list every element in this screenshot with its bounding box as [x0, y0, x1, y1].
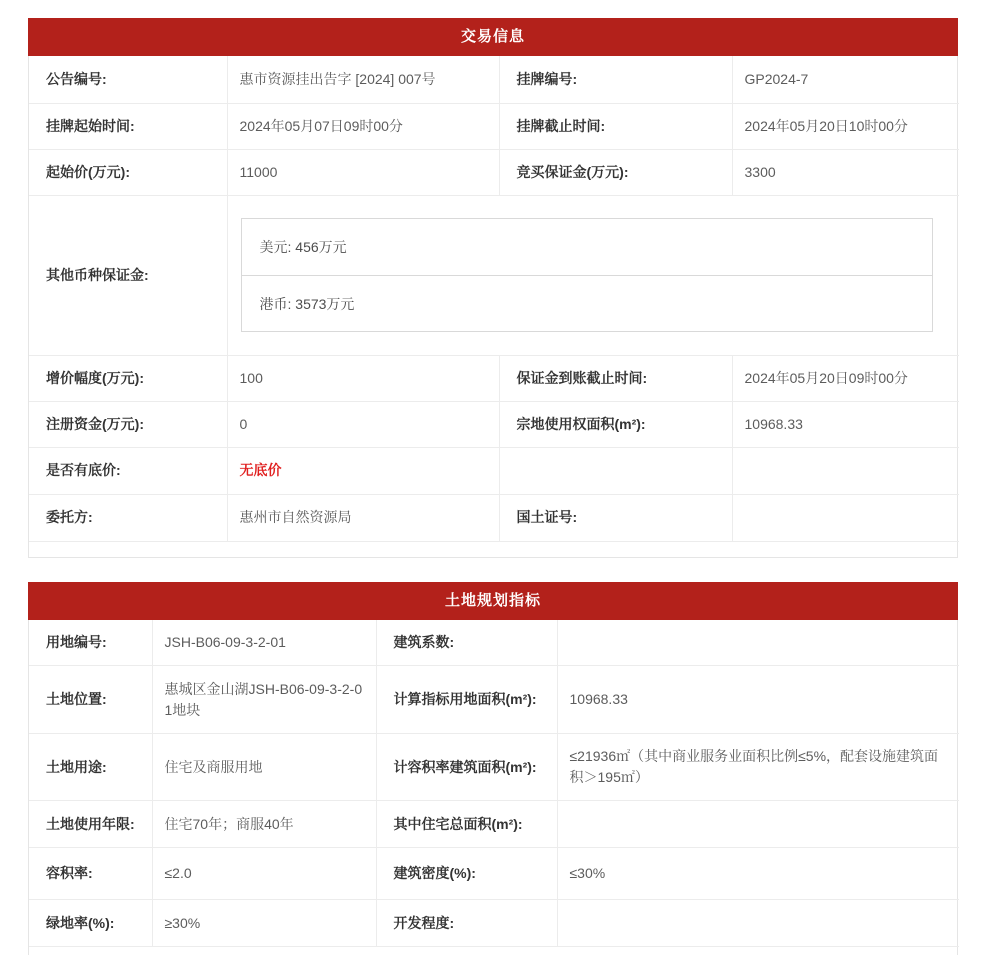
row-value — [557, 900, 959, 947]
transaction-section-title: 交易信息 — [28, 18, 958, 56]
row-label: 宗地使用权面积(m²): — [499, 401, 732, 447]
row-label: 国土证号: — [499, 494, 732, 541]
table-row — [29, 900, 959, 947]
row-value: 0 — [227, 401, 499, 447]
row-value: ≤30% — [557, 848, 959, 900]
table-row — [29, 494, 959, 541]
row-value — [732, 447, 959, 494]
planning-section-title: 土地规划指标 — [28, 582, 958, 620]
table-row — [29, 734, 959, 801]
row-value — [557, 801, 959, 848]
row-value — [227, 195, 959, 355]
other-currency-deposit-box — [241, 218, 934, 332]
table-row — [29, 666, 959, 734]
table-row — [29, 620, 959, 666]
row-label: 绿地率(%): — [29, 900, 152, 947]
row-label — [499, 447, 732, 494]
row-label: 挂牌编号: — [499, 56, 732, 103]
row-label: 挂牌截止时间: — [499, 103, 732, 149]
row-value: 10968.33 — [732, 401, 959, 447]
planning-table — [29, 620, 959, 948]
row-label: 开发程度: — [376, 900, 557, 947]
row-value: 11000 — [227, 149, 499, 195]
table-row — [29, 355, 959, 401]
row-value: 住宅及商服用地 — [152, 734, 376, 801]
row-label: 挂牌起始时间: — [29, 103, 227, 149]
transaction-info-card — [28, 18, 958, 558]
row-value: 2024年05月20日09时00分 — [732, 355, 959, 401]
hkd-deposit-item: 港币: 3573万元 — [242, 275, 933, 331]
row-value: 2024年05月07日09时00分 — [227, 103, 499, 149]
row-value — [732, 494, 959, 541]
row-value: ≥30% — [152, 900, 376, 947]
table-row — [29, 848, 959, 900]
row-value: 惠市资源挂出告字 [2024] 007号 — [227, 56, 499, 103]
row-label: 用地编号: — [29, 620, 152, 666]
row-value: 住宅70年；商服40年 — [152, 801, 376, 848]
table-row — [29, 801, 959, 848]
row-label: 竞买保证金(万元): — [499, 149, 732, 195]
row-label: 土地使用年限: — [29, 801, 152, 848]
row-label: 起始价(万元): — [29, 149, 227, 195]
row-label: 土地位置: — [29, 666, 152, 734]
planning-indicators-card — [28, 582, 958, 955]
row-value: 2024年05月20日10时00分 — [732, 103, 959, 149]
row-value: JSH-B06-09-3-2-01 — [152, 620, 376, 666]
row-label: 土地用途: — [29, 734, 152, 801]
row-label: 增价幅度(万元): — [29, 355, 227, 401]
row-label: 建筑密度(%): — [376, 848, 557, 900]
no-floor-price-value: 无底价 — [227, 447, 499, 494]
table-row — [29, 195, 959, 355]
usd-deposit-item: 美元: 456万元 — [259, 238, 347, 255]
row-label: 计容积率建筑面积(m²): — [376, 734, 557, 801]
row-label: 计算指标用地面积(m²): — [376, 666, 557, 734]
row-label: 建筑系数: — [376, 620, 557, 666]
table-row — [29, 149, 959, 195]
table-row — [29, 56, 959, 103]
table-row — [29, 447, 959, 494]
row-label: 是否有底价: — [29, 447, 227, 494]
row-label: 公告编号: — [29, 56, 227, 103]
row-value: 10968.33 — [557, 666, 959, 734]
table-row — [29, 401, 959, 447]
row-label: 容积率: — [29, 848, 152, 900]
row-value: ≤21936㎡（其中商业服务业面积比例≤5%，配套设施建筑面积＞195㎡） — [557, 734, 959, 801]
table-row — [29, 103, 959, 149]
row-label: 保证金到账截止时间: — [499, 355, 732, 401]
row-value: 惠城区金山湖JSH-B06-09-3-2-01地块 — [152, 666, 376, 734]
row-label: 其他币种保证金: — [29, 195, 227, 355]
row-value: 100 — [227, 355, 499, 401]
row-value: 惠州市自然资源局 — [227, 494, 499, 541]
row-value: ≤2.0 — [152, 848, 376, 900]
row-value — [557, 620, 959, 666]
transaction-table — [29, 56, 959, 542]
row-value: 3300 — [732, 149, 959, 195]
row-label: 其中住宅总面积(m²): — [376, 801, 557, 848]
row-label: 注册资金(万元): — [29, 401, 227, 447]
row-label: 委托方: — [29, 494, 227, 541]
row-value: GP2024-7 — [732, 56, 959, 103]
